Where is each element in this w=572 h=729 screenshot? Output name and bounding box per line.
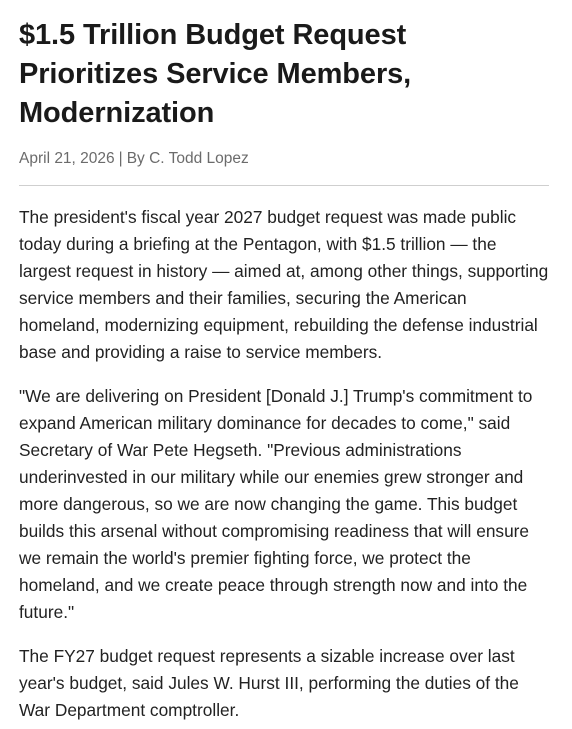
byline-separator: | (118, 150, 123, 167)
author-byline: By C. Todd Lopez (126, 150, 249, 167)
article-body (19, 204, 549, 724)
header-divider (19, 185, 549, 186)
article-paragraph: "We are delivering on President [Donald J.] Trump's commitment to expand American military dominance for decades to come," said Secretary of War Pete Hegseth. "Previous administrations underinvested in our military while our enemies grew stronger and more dangerous, so we are now changing the game. This budget builds this arsenal without compromising readiness that will ensure we remain the world's premier fighting force, we protect the homeland, and we create peace through strength now and into the future." (19, 386, 533, 622)
article-headline: $1.5 Trillion Budget Request Prioritizes Service Members, Modernization (19, 19, 412, 129)
publish-date: April 21, 2026 (19, 150, 115, 167)
article-paragraph: The FY27 budget request represents a sizable increase over last year's budget, said Jules W. Hurst III, performing the duties of the War Department comptroller. (19, 646, 519, 720)
article-byline (19, 149, 549, 169)
article-paragraph: The president's fiscal year 2027 budget request was made public today during a briefing at the Pentagon, with $1.5 trillion — the largest request in history — aimed at, among other things, supporting service members and their families, securing the American homeland, modernizing equipment, rebuilding the defense industrial base and providing a raise to service members. (19, 207, 549, 362)
